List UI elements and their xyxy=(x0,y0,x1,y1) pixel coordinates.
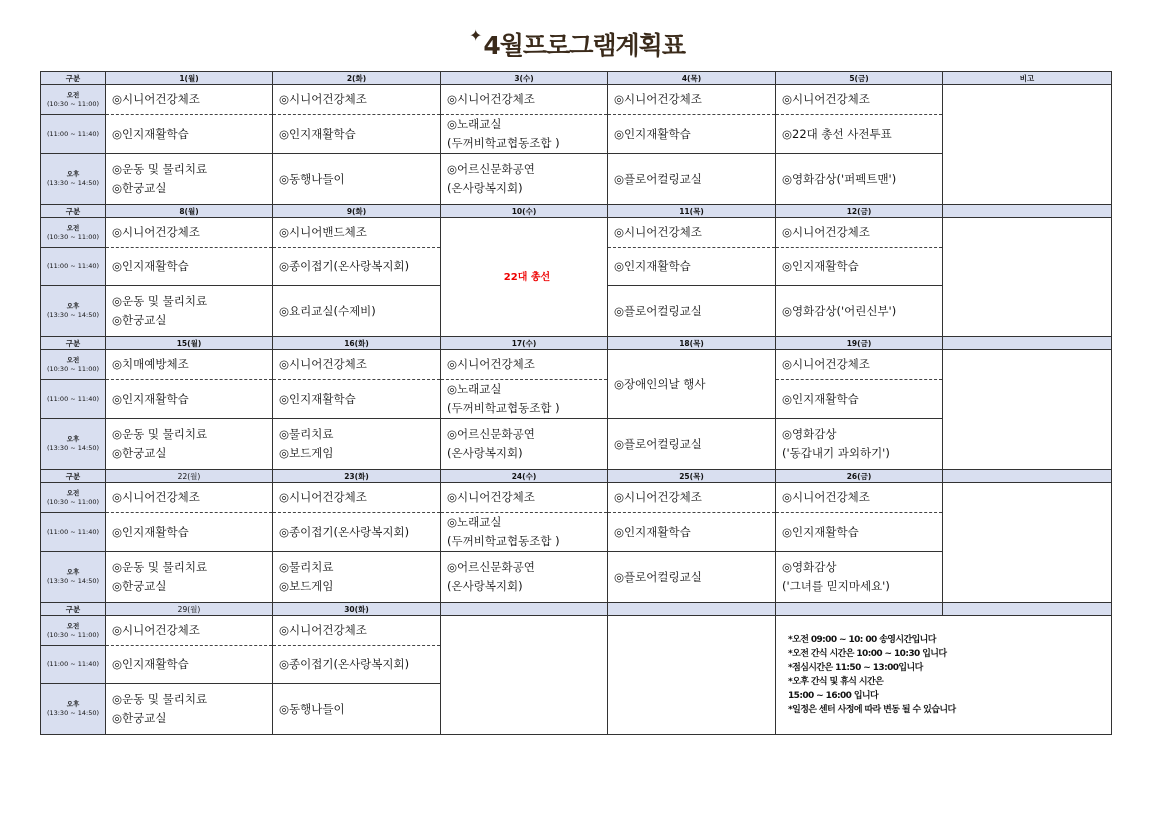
program-cell: ◎시니어건강체조 xyxy=(776,350,943,380)
program-cell: ◎시니어건강체조 xyxy=(106,483,273,513)
day-header: 8(월) xyxy=(106,205,273,218)
gubun-header: 구분 xyxy=(41,337,106,350)
day-header: 18(목) xyxy=(608,337,776,350)
time-label: 오후 (13:30 ~ 14:50) xyxy=(41,419,106,470)
day-header: 4(목) xyxy=(608,72,776,85)
empty-cell xyxy=(441,616,608,735)
bigo-cell xyxy=(943,218,1112,337)
day-header: 10(수) xyxy=(441,205,608,218)
day-header: 19(금) xyxy=(776,337,943,350)
program-cell: ◎인지재활학습 xyxy=(776,513,943,552)
program-cell: ◎요리교실(수제비) xyxy=(273,286,441,337)
program-cell: ◎물리치료 ◎보드게임 xyxy=(273,419,441,470)
program-cell: ◎시니어건강체조 xyxy=(776,483,943,513)
time-label: (11:00 ~ 11:40) xyxy=(41,646,106,684)
bigo-header xyxy=(943,470,1112,483)
day-header xyxy=(776,603,943,616)
program-cell: ◎시니어밴드체조 xyxy=(273,218,441,248)
program-cell: ◎시니어건강체조 xyxy=(776,85,943,115)
bigo-cell xyxy=(943,483,1112,603)
day-header: 16(화) xyxy=(273,337,441,350)
program-cell: ◎인지재활학습 xyxy=(106,115,273,154)
day-header: 26(금) xyxy=(776,470,943,483)
day-header: 5(금) xyxy=(776,72,943,85)
program-cell: ◎시니어건강체조 xyxy=(106,85,273,115)
program-cell: ◎동행나들이 xyxy=(273,684,441,735)
title-text: 4월프로그램계획표 xyxy=(483,31,685,60)
time-label: (11:00 ~ 11:40) xyxy=(41,248,106,286)
program-cell: ◎운동 및 물리치료 ◎한궁교실 xyxy=(106,286,273,337)
gubun-header: 구분 xyxy=(41,603,106,616)
time-label: 오전 (10:30 ~ 11:00) xyxy=(41,616,106,646)
day-header: 11(목) xyxy=(608,205,776,218)
program-cell: ◎인지재활학습 xyxy=(273,380,441,419)
day-header: 30(화) xyxy=(273,603,441,616)
time-label: 오후 (13:30 ~ 14:50) xyxy=(41,154,106,205)
day-header: 17(수) xyxy=(441,337,608,350)
time-label: 오후 (13:30 ~ 14:50) xyxy=(41,552,106,603)
time-label: 오전 (10:30 ~ 11:00) xyxy=(41,218,106,248)
time-label: 오전 (10:30 ~ 11:00) xyxy=(41,350,106,380)
empty-cell xyxy=(608,616,776,735)
program-cell: ◎영화감상('어린신부') xyxy=(776,286,943,337)
program-cell: ◎인지재활학습 xyxy=(776,380,943,419)
bigo-header xyxy=(943,337,1112,350)
sparkle-icon: ✦ xyxy=(468,26,482,45)
program-cell: ◎인지재활학습 xyxy=(608,513,776,552)
program-cell: ◎인지재활학습 xyxy=(106,380,273,419)
day-header: 23(화) xyxy=(273,470,441,483)
page-title xyxy=(0,26,1154,62)
notes-cell: *오전 09:00 ~ 10: 00 송영시간입니다 *오전 간식 시간은 10:00 ~ 10:30 입니다 *점심시간은 11:50 ~ 13:00입니다 *오후 간식 및 휴식 시간은 15:00 ~ 16:00 입니다 *일정은 센터 사정에 따라 변동 될 수 있습니다 xyxy=(776,616,1112,735)
program-cell: ◎운동 및 물리치료 ◎한궁교실 xyxy=(106,419,273,470)
program-cell: ◎노래교실 (두꺼비학교협동조합 ) xyxy=(441,513,608,552)
program-cell: ◎종이접기(온사랑복지회) xyxy=(273,248,441,286)
day-header: 12(금) xyxy=(776,205,943,218)
gubun-header: 구분 xyxy=(41,470,106,483)
program-cell: ◎플로어컬링교실 xyxy=(608,419,776,470)
holiday-cell: 22대 총선 xyxy=(441,218,608,337)
program-cell: ◎시니어건강체조 xyxy=(441,350,608,380)
program-cell: ◎영화감상 ('그녀를 믿지마세요') xyxy=(776,552,943,603)
bigo-header xyxy=(943,205,1112,218)
day-header: 15(월) xyxy=(106,337,273,350)
program-cell: ◎인지재활학습 xyxy=(776,248,943,286)
bigo-cell xyxy=(943,350,1112,470)
program-cell: ◎어르신문화공연 (온사랑복지회) xyxy=(441,154,608,205)
day-header: 24(수) xyxy=(441,470,608,483)
program-cell: ◎인지재활학습 xyxy=(106,248,273,286)
bigo-cell xyxy=(943,85,1112,205)
program-cell: ◎22대 총선 사전투표 xyxy=(776,115,943,154)
program-cell: ◎노래교실 (두꺼비학교협동조합 ) xyxy=(441,380,608,419)
day-header: 9(화) xyxy=(273,205,441,218)
program-cell: ◎시니어건강체조 xyxy=(106,616,273,646)
schedule-table xyxy=(40,71,1112,735)
day-header: 25(목) xyxy=(608,470,776,483)
program-cell: ◎운동 및 물리치료 ◎한궁교실 xyxy=(106,552,273,603)
program-cell: ◎시니어건강체조 xyxy=(273,483,441,513)
program-cell: ◎영화감상('퍼펙트맨') xyxy=(776,154,943,205)
program-cell: ◎인지재활학습 xyxy=(608,115,776,154)
program-cell: ◎어르신문화공연 (온사랑복지회) xyxy=(441,552,608,603)
time-label: 오전 (10:30 ~ 11:00) xyxy=(41,85,106,115)
time-label: 오전 (10:30 ~ 11:00) xyxy=(41,483,106,513)
day-header: 1(월) xyxy=(106,72,273,85)
day-header: 3(수) xyxy=(441,72,608,85)
program-cell: ◎시니어건강체조 xyxy=(273,350,441,380)
program-cell: ◎어르신문화공연 (온사랑복지회) xyxy=(441,419,608,470)
time-label: 오후 (13:30 ~ 14:50) xyxy=(41,684,106,735)
day-header xyxy=(441,603,608,616)
program-cell: ◎시니어건강체조 xyxy=(441,483,608,513)
program-cell: ◎시니어건강체조 xyxy=(608,218,776,248)
program-cell: ◎플로어컬링교실 xyxy=(608,552,776,603)
program-cell: ◎노래교실 (두꺼비학교협동조합 ) xyxy=(441,115,608,154)
bigo-header xyxy=(943,603,1112,616)
day-header: 22(월) xyxy=(106,470,273,483)
program-cell: ◎인지재활학습 xyxy=(106,646,273,684)
program-cell: ◎시니어건강체조 xyxy=(608,85,776,115)
program-cell: ◎플로어컬링교실 xyxy=(608,286,776,337)
time-label: 오후 (13:30 ~ 14:50) xyxy=(41,286,106,337)
gubun-header: 구분 xyxy=(41,72,106,85)
program-cell: ◎물리치료 ◎보드게임 xyxy=(273,552,441,603)
day-header xyxy=(608,603,776,616)
day-header: 2(화) xyxy=(273,72,441,85)
program-cell: ◎시니어건강체조 xyxy=(273,85,441,115)
program-cell: ◎치매예방체조 xyxy=(106,350,273,380)
program-cell: ◎인지재활학습 xyxy=(608,248,776,286)
program-cell: ◎종이접기(온사랑복지회) xyxy=(273,513,441,552)
program-cell: ◎시니어건강체조 xyxy=(441,85,608,115)
time-label: (11:00 ~ 11:40) xyxy=(41,115,106,154)
program-cell: ◎플로어컬링교실 xyxy=(608,154,776,205)
gubun-header: 구분 xyxy=(41,205,106,218)
program-cell: ◎시니어건강체조 xyxy=(776,218,943,248)
program-cell: ◎시니어건강체조 xyxy=(273,616,441,646)
program-cell: ◎영화감상 ('동갑내기 과외하기') xyxy=(776,419,943,470)
program-cell: ◎인지재활학습 xyxy=(106,513,273,552)
bigo-header: 비고 xyxy=(943,72,1112,85)
program-cell: ◎동행나들이 xyxy=(273,154,441,205)
program-cell: ◎운동 및 물리치료 ◎한궁교실 xyxy=(106,684,273,735)
time-label: (11:00 ~ 11:40) xyxy=(41,513,106,552)
program-cell: ◎종이접기(온사랑복지회) xyxy=(273,646,441,684)
program-cell: ◎운동 및 물리치료 ◎한궁교실 xyxy=(106,154,273,205)
program-cell: ◎시니어건강체조 xyxy=(608,483,776,513)
program-cell: ◎시니어건강체조 xyxy=(106,218,273,248)
time-label: (11:00 ~ 11:40) xyxy=(41,380,106,419)
day-header: 29(월) xyxy=(106,603,273,616)
event-cell: ◎장애인의날 행사 xyxy=(608,350,776,419)
program-cell: ◎인지재활학습 xyxy=(273,115,441,154)
